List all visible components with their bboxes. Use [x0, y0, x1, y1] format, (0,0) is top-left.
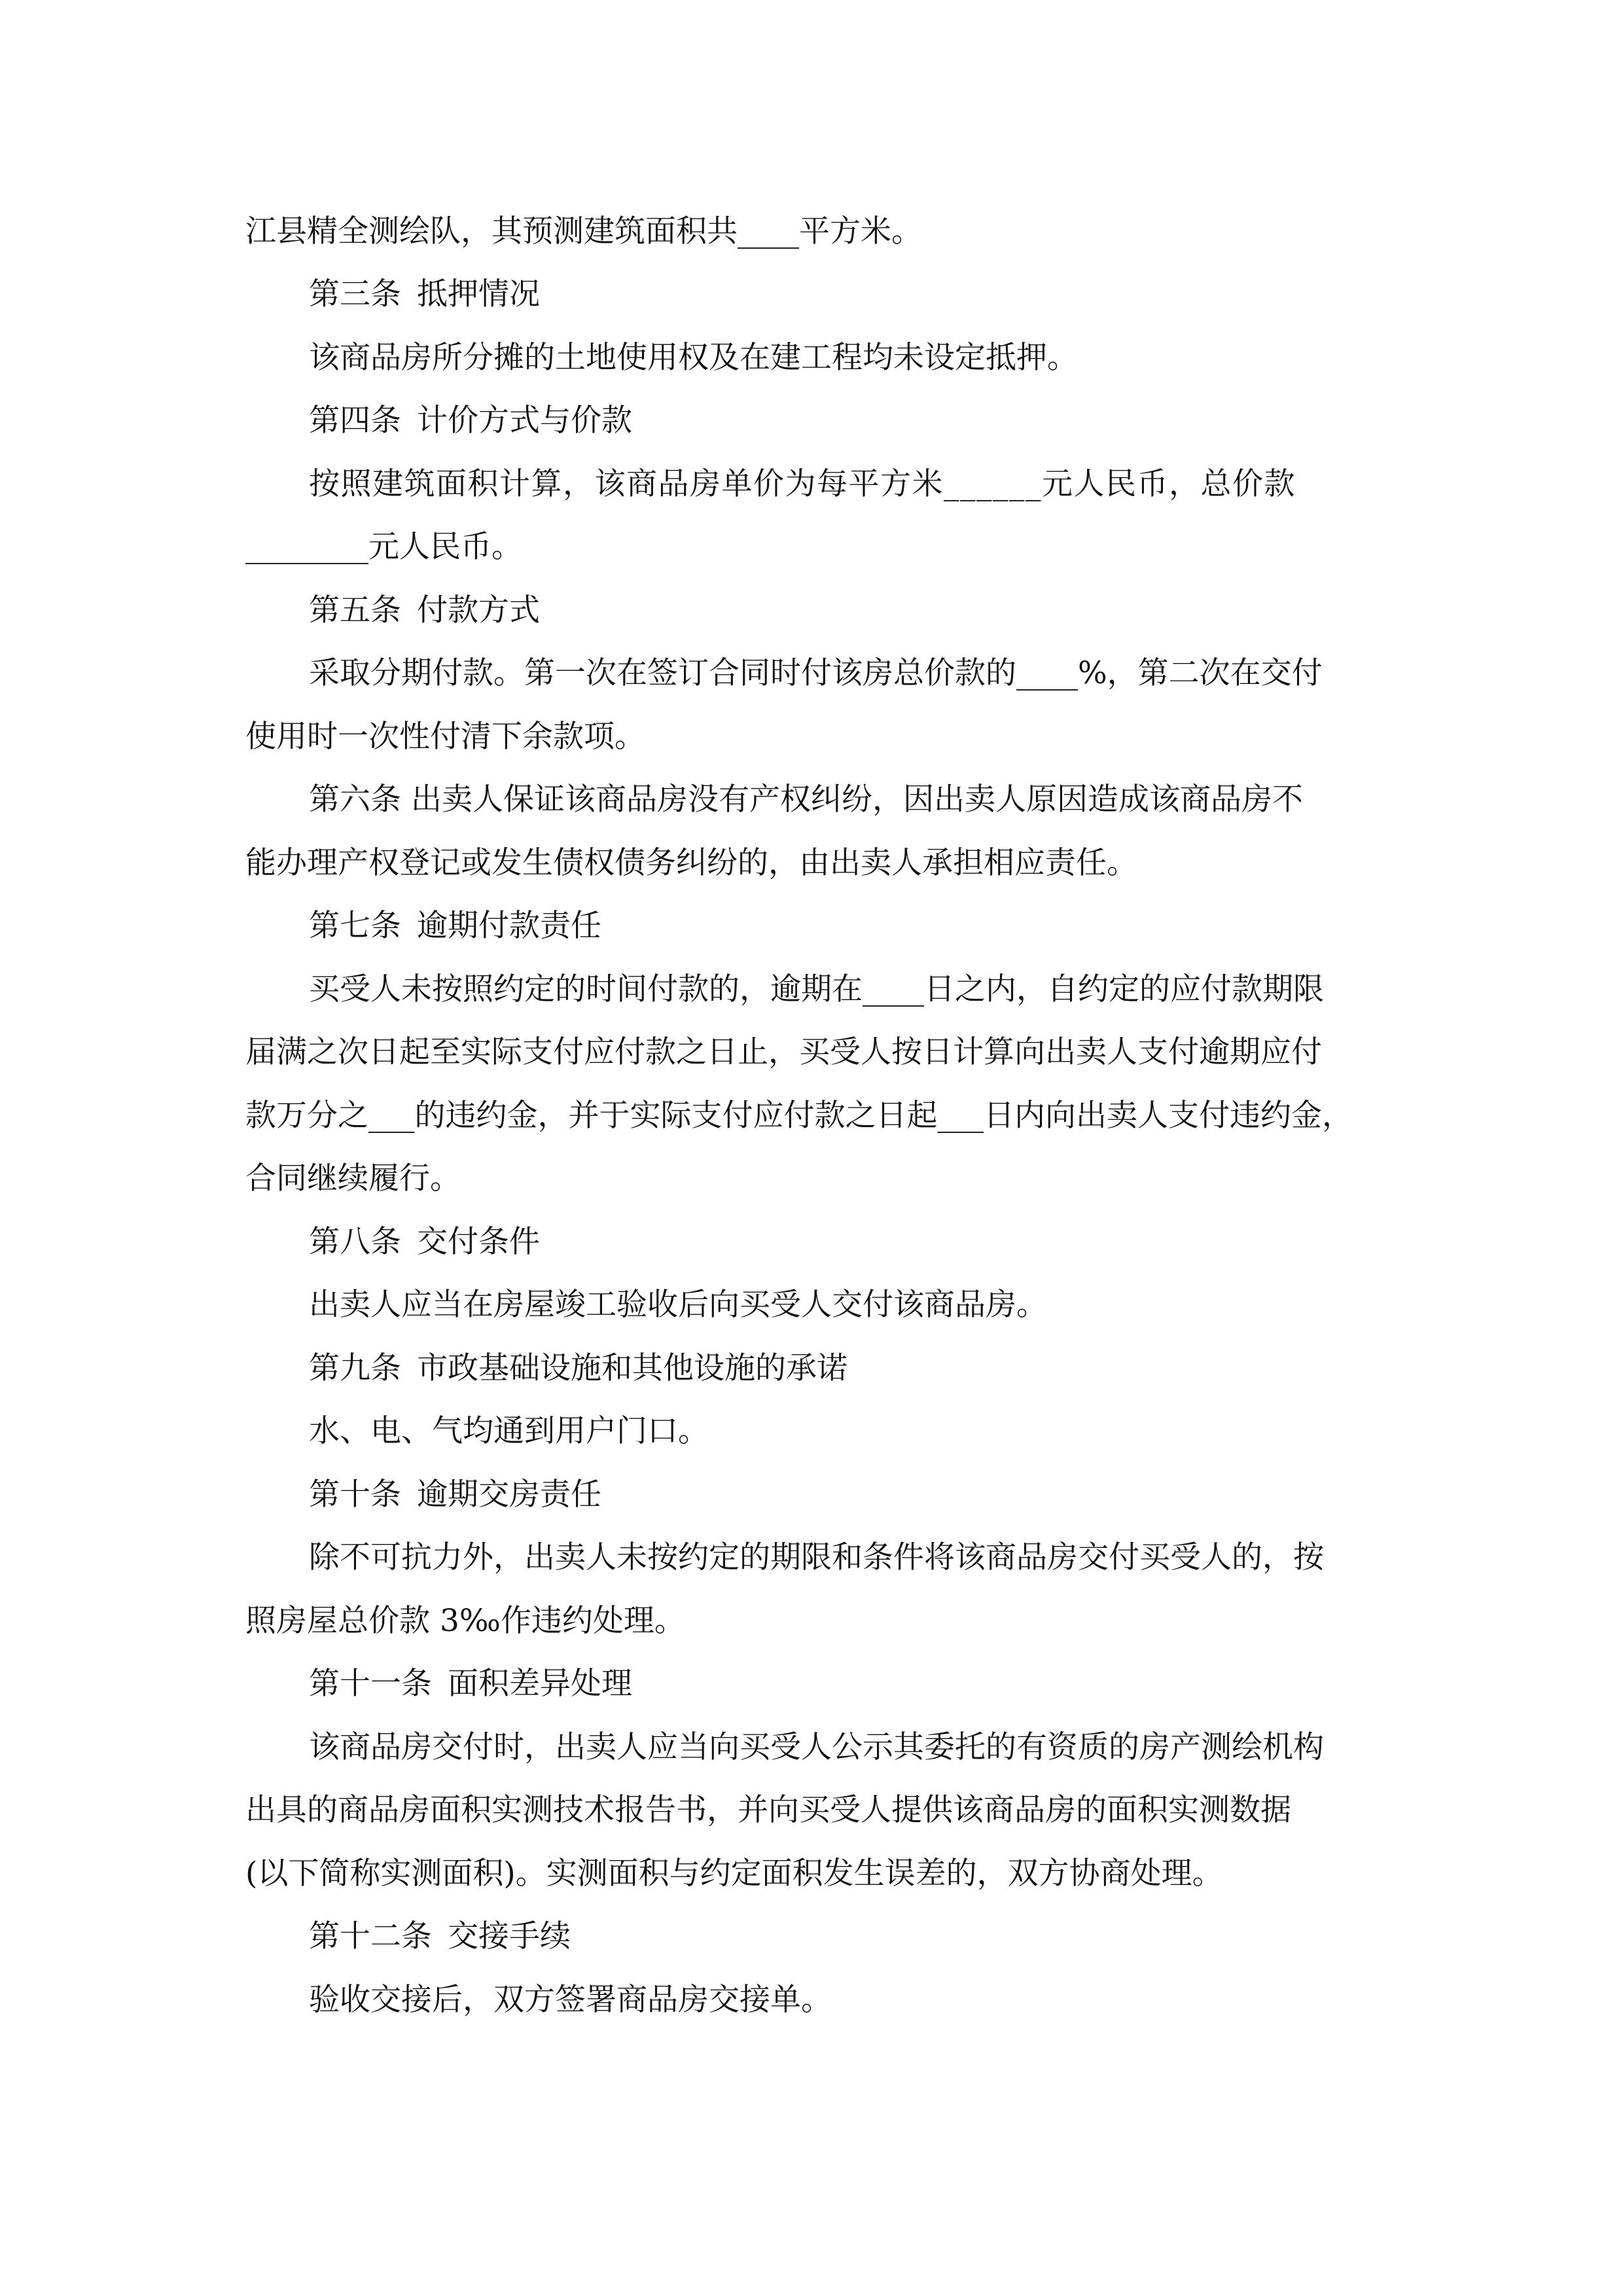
article-number: 第四条 — [309, 403, 401, 439]
article-12-heading — [309, 1911, 571, 1962]
text-line-8: 能办理产权登记或发生债权债务纠纷的，由出卖人承担相应责任。 — [245, 845, 1137, 881]
text-line-9: 买受人未按照约定的时间付款的，逾期在____日之内，自约定的应付款期限 — [309, 971, 1324, 1007]
text-line-17: 该商品房交付时，出卖人应当向买受人公示其委托的有资质的房产测绘机构 — [309, 1729, 1324, 1765]
article-number: 第九条 — [309, 1350, 401, 1386]
article-title: 市政基础设施和其他设施的承诺 — [417, 1350, 847, 1386]
article-title: 逾期付款责任 — [417, 908, 601, 944]
article-title: 逾期交房责任 — [417, 1477, 601, 1513]
text-line-10: 届满之次日起至实际支付应付款之日止，买受人按日计算向出卖人支付逾期应付 — [245, 1034, 1322, 1070]
text-line-16: 照房屋总价款 3‰作违约处理。 — [245, 1603, 685, 1639]
text-line-5: 采取分期付款。第一次在签订合同时付该房总价款的____%，第二次在交付 — [309, 655, 1323, 691]
text-line-18: 出具的商品房面积实测技术报告书，并向买受人提供该商品房的面积实测数据 — [245, 1792, 1291, 1828]
article-title: 面积差异处理 — [448, 1666, 632, 1702]
article-9-heading — [309, 1343, 847, 1394]
article-title: 交付条件 — [417, 1224, 540, 1260]
text-line-12: 合同继续履行。 — [245, 1160, 461, 1196]
article-7-heading — [309, 901, 601, 952]
text-line-4: ________元人民币。 — [245, 529, 522, 565]
text-line-7: 第六条 出卖人保证该商品房没有产权纠纷，因出卖人原因造成该商品房不 — [309, 781, 1303, 817]
text-line-13: 出卖人应当在房屋竣工验收后向买受人交付该商品房。 — [309, 1287, 1047, 1323]
article-number: 第十一条 — [309, 1666, 432, 1702]
article-title: 抵押情况 — [417, 276, 540, 312]
article-5-heading — [309, 585, 540, 636]
article-number: 第五条 — [309, 592, 401, 628]
article-number: 第十二条 — [309, 1918, 432, 1954]
text-line-19: (以下简称实测面积)。实测面积与约定面积发生误差的，双方协商处理。 — [245, 1856, 1223, 1892]
text-line-2: 该商品房所分摊的土地使用权及在建工程均未设定抵押。 — [309, 340, 1078, 376]
text-line-15: 除不可抗力外，出卖人未按约定的期限和条件将该商品房交付买受人的，按 — [309, 1539, 1324, 1575]
text-line-11: 款万分之___的违约金，并于实际支付应付款之日起___日内向出卖人支付违约金， — [245, 1098, 1353, 1134]
article-title: 付款方式 — [417, 592, 540, 628]
article-number: 第十条 — [309, 1477, 401, 1513]
text-line-14: 水、电、气均通到用户门口。 — [309, 1413, 709, 1449]
article-number: 第七条 — [309, 908, 401, 944]
article-4-heading — [309, 395, 632, 446]
article-8-heading — [309, 1217, 540, 1268]
article-number: 第八条 — [309, 1224, 401, 1260]
text-line-6: 使用时一次性付清下余款项。 — [245, 719, 645, 755]
article-number: 第三条 — [309, 276, 401, 312]
text-line-20: 验收交接后，双方签署商品房交接单。 — [309, 1982, 832, 2018]
article-11-heading — [309, 1659, 632, 1710]
text-line-1: 江县精全测绘队，其预测建筑面积共____平方米。 — [245, 213, 922, 249]
article-title: 计价方式与价款 — [417, 403, 632, 439]
text-line-3: 按照建筑面积计算，该商品房单价为每平方米______元人民币，总价款 — [309, 466, 1296, 502]
article-3-heading — [309, 269, 540, 320]
article-10-heading — [309, 1469, 601, 1520]
article-title: 交接手续 — [448, 1918, 571, 1954]
